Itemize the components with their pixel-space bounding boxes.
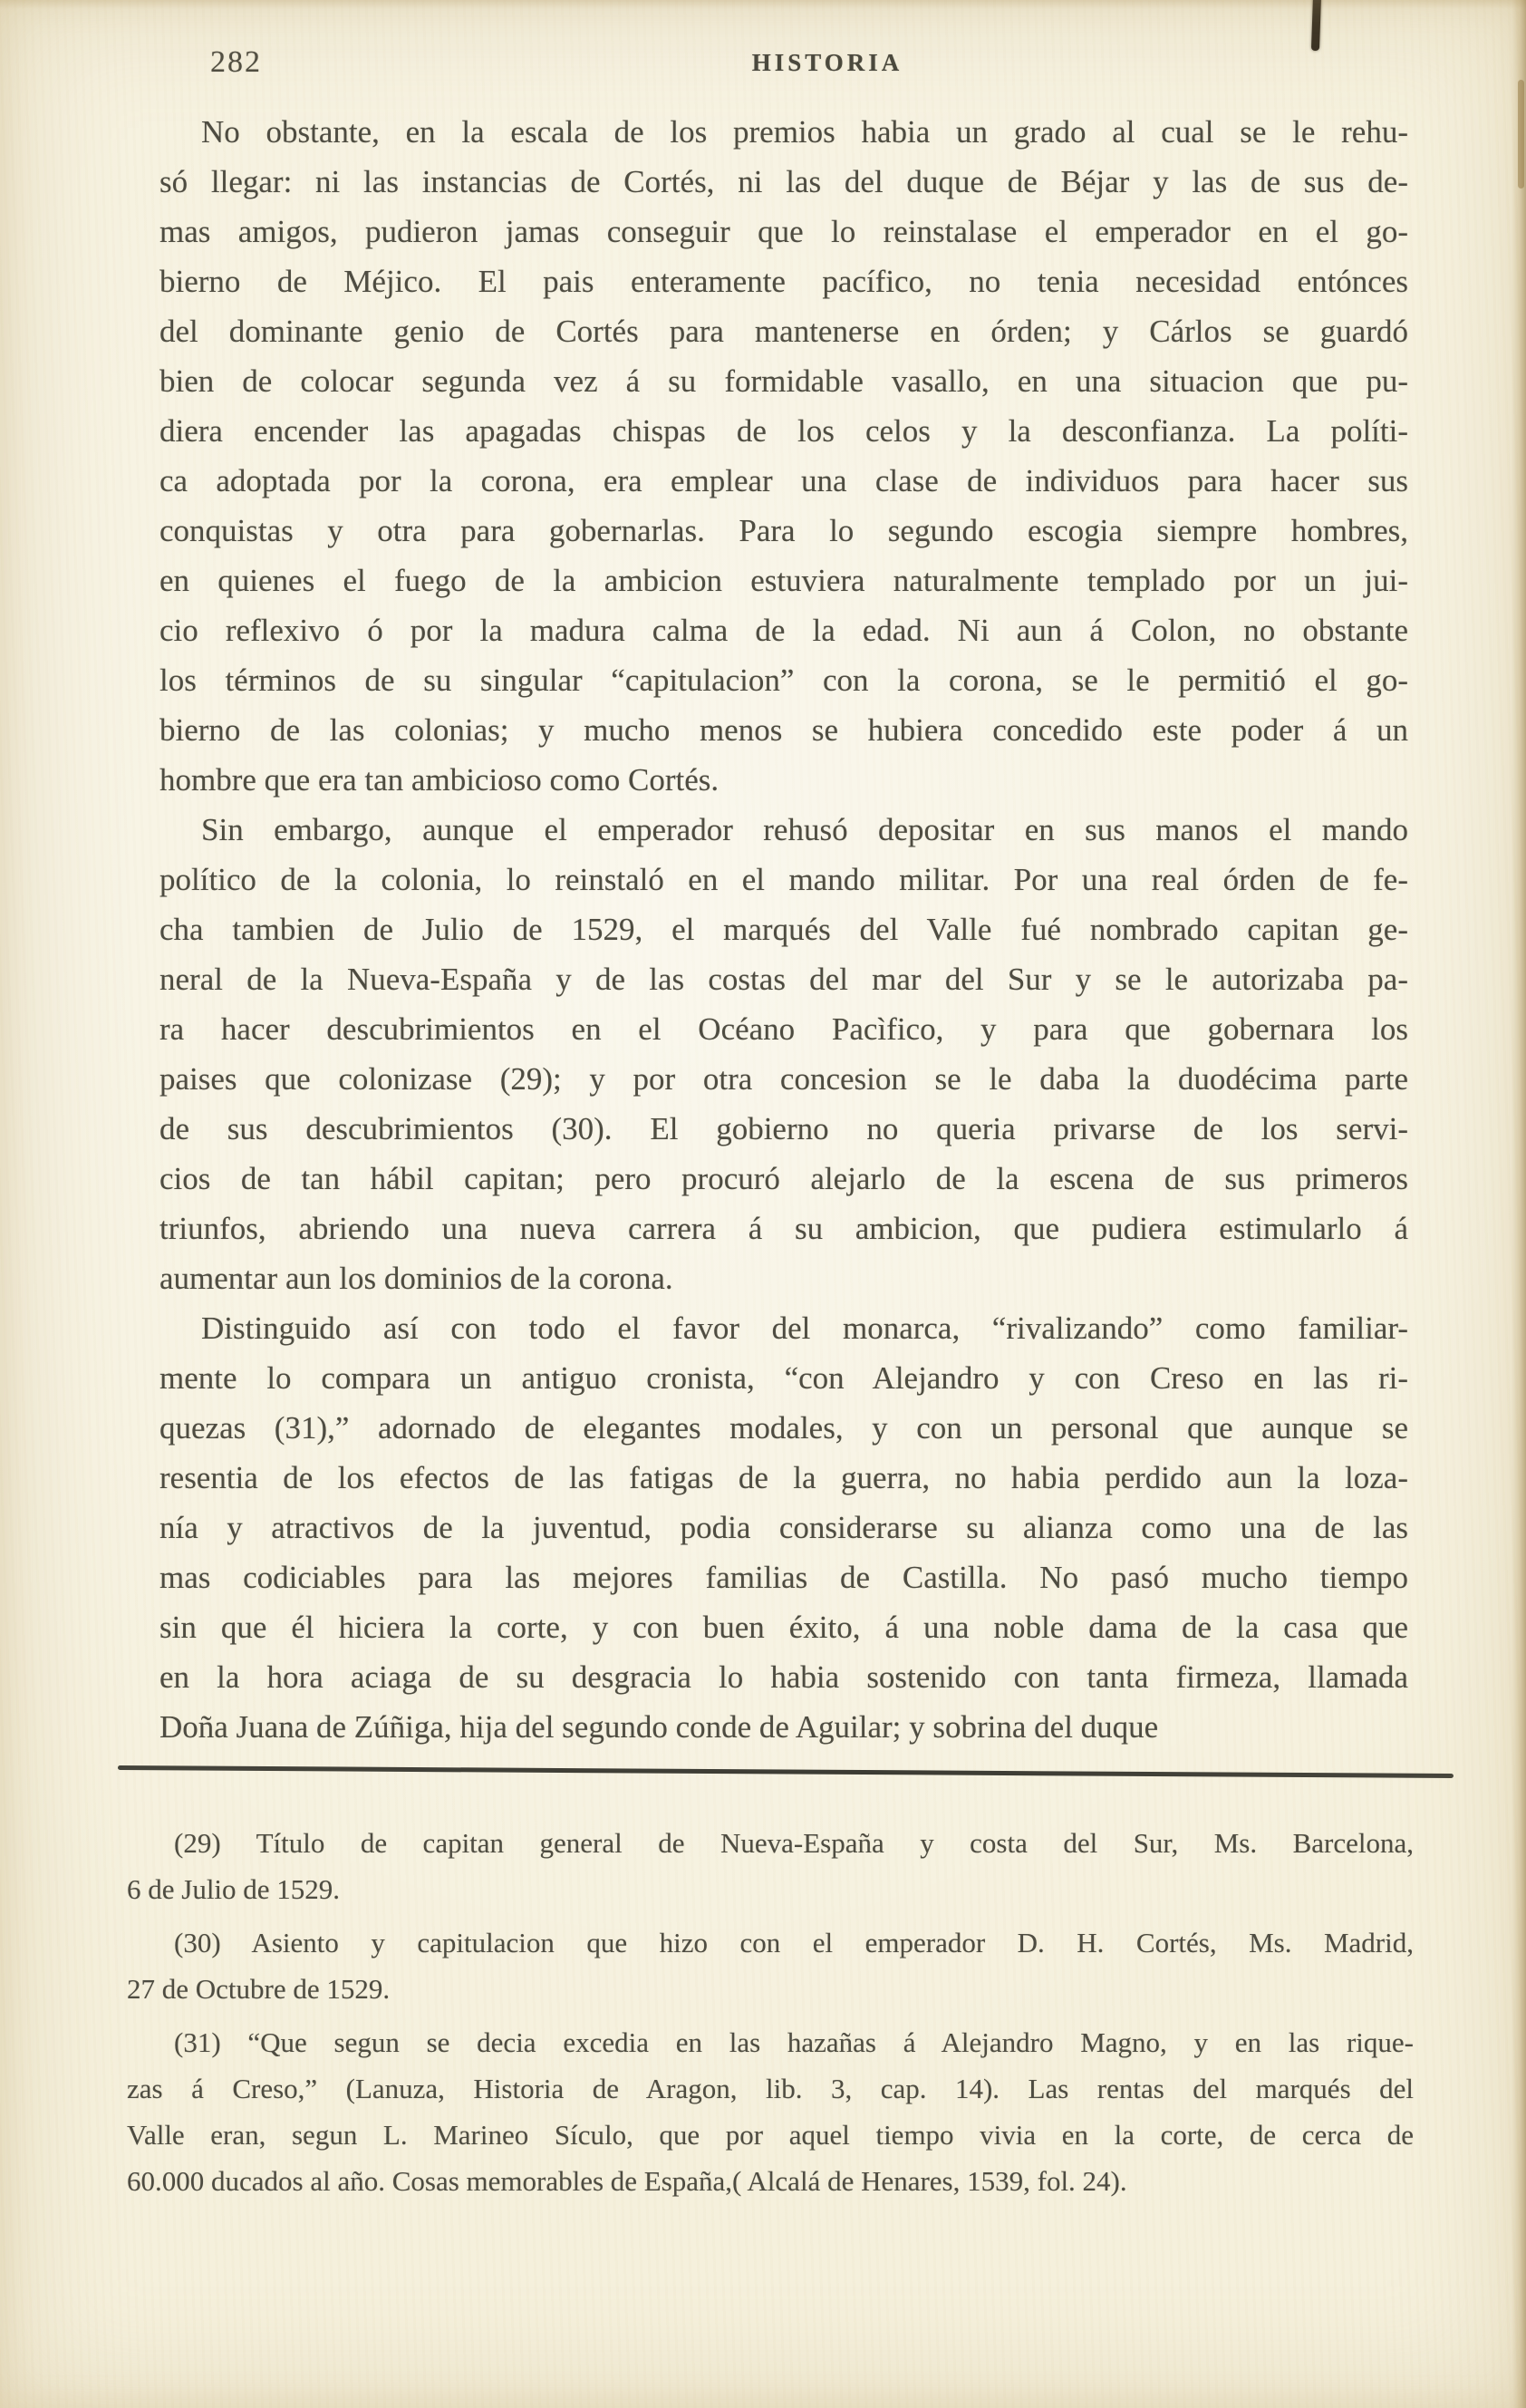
footnotes: [127, 1820, 1414, 2204]
page-right-edge-shading: [1512, 0, 1526, 2408]
text-line: aumentar aun los dominios de la corona.: [159, 1261, 673, 1296]
text-line: Distinguido así con todo el favor del monarca, “rivalizando” como familiar-: [201, 1310, 1408, 1346]
text-line: sin que él hiciera la corte, y con buen éxito, á una noble dama de la casa que: [159, 1610, 1408, 1645]
text-line: (31) “Que segun se decia excedia en las hazañas á Alejandro Magno, y en las rique-: [174, 2026, 1414, 2058]
text-line: 60.000 ducados al año. Cosas memorables de España,( Alcalá de Henares, 1539, fol. 24).: [127, 2165, 1127, 2197]
text-line: político de la colonia, lo reinstaló en el mando militar. Por una real órden de fe-: [159, 862, 1408, 897]
text-line: (30) Asiento y capitulacion que hizo con el emperador D. H. Cortés, Ms. Madrid,: [174, 1927, 1414, 1958]
paragraph: [159, 805, 1408, 1303]
text-line: bien de colocar segunda vez á su formidable vasallo, en una situacion que pu-: [159, 363, 1408, 399]
text-line: ca adoptada por la corona, era emplear una clase de individuos para hacer sus: [159, 463, 1408, 498]
text-line: Valle eran, segun L. Marineo Sículo, que por aquel tiempo vivia en la corte, de cerca de: [127, 2119, 1414, 2151]
text-line: neral de la Nueva-España y de las costas del mar del Sur y se le autorizaba pa-: [159, 962, 1408, 997]
text-line: cios de tan hábil capitan; pero procuró alejarlo de la escena de sus primeros: [159, 1161, 1408, 1196]
text-line: nía y atractivos de la juventud, podia considerarse su alianza como una de las: [159, 1510, 1408, 1545]
text-line: en quienes el fuego de la ambicion estuviera naturalmente templado por un jui-: [159, 563, 1408, 598]
footnote: [127, 1820, 1414, 1912]
text-line: (29) Título de capitan general de Nueva-España y costa del Sur, Ms. Barcelona,: [174, 1827, 1414, 1859]
text-line: diera encender las apagadas chispas de los celos y la desconfianza. La políti-: [159, 413, 1408, 449]
text-line: Sin embargo, aunque el emperador rehusó depositar en sus manos el mando: [201, 812, 1408, 847]
ink-mark: [1311, 0, 1321, 51]
paragraph: [159, 1303, 1408, 1752]
text-line: resentia de los efectos de las fatigas de la guerra, no habia perdido aun la loza-: [159, 1460, 1408, 1495]
body-text: [159, 107, 1408, 1752]
footnote: [127, 1920, 1414, 2012]
text-line: bierno de las colonias; y mucho menos se hubiera concedido este poder á un: [159, 712, 1408, 748]
text-line: só llegar: ni las instancias de Cortés, ni las del duque de Béjar y las de sus de-: [159, 164, 1408, 199]
text-line: cha tambien de Julio de 1529, el marqués del Valle fué nombrado capitan ge-: [159, 912, 1408, 947]
text-line: mas codiciables para las mejores familias de Castilla. No pasó mucho tiempo: [159, 1560, 1408, 1595]
text-line: zas á Creso,” (Lanuza, Historia de Aragon, lib. 3, cap. 14). Las rentas del marqués del: [127, 2073, 1414, 2104]
page-number: 282: [210, 45, 262, 79]
text-line: conquistas y otra para gobernarlas. Para lo segundo escogia siempre hombres,: [159, 513, 1408, 548]
text-line: Doña Juana de Zúñiga, hija del segundo conde de Aguilar; y sobrina del duque: [159, 1709, 1159, 1745]
text-line: 27 de Octubre de 1529.: [127, 1973, 391, 2005]
text-line: paises que colonizase (29); y por otra concesion se le daba la duodécima parte: [159, 1061, 1408, 1097]
text-line: ra hacer descubrimientos en el Océano Pacìfico, y para que gobernara los: [159, 1011, 1408, 1047]
text-line: quezas (31),” adornado de elegantes modales, y con un personal que aunque se: [159, 1410, 1408, 1446]
text-line: bierno de Méjico. El pais enteramente pacífico, no tenia necesidad entónces: [159, 264, 1408, 299]
running-title: HISTORIA: [751, 49, 903, 76]
text-line: los términos de su singular “capitulacion” con la corona, se le permitió el go-: [159, 662, 1408, 698]
page-edge-stain: [1518, 80, 1524, 189]
text-line: cio reflexivo ó por la madura calma de la edad. Ni aun á Colon, no obstante: [159, 613, 1408, 648]
paragraph: [159, 107, 1408, 805]
text-line: de sus descubrimientos (30). El gobierno no queria privarse de los servi-: [159, 1111, 1408, 1146]
text-line: triunfos, abriendo una nueva carrera á su ambicion, que pudiera estimularlo á: [159, 1211, 1408, 1246]
text-line: del dominante genio de Cortés para mantenerse en órden; y Cárlos se guardó: [159, 314, 1408, 349]
text-line: mas amigos, pudieron jamas conseguir que lo reinstalase el emperador en el go-: [159, 214, 1408, 249]
text-line: 6 de Julio de 1529.: [127, 1873, 341, 1905]
footnote: [127, 2019, 1414, 2204]
text-line: No obstante, en la escala de los premios habia un grado al cual se le rehu-: [201, 114, 1408, 150]
text-line: mente lo compara un antiguo cronista, “con Alejandro y con Creso en las ri-: [159, 1360, 1408, 1396]
page-top-edge-shading: [0, 0, 1526, 9]
text-line: hombre que era tan ambicioso como Cortés.: [159, 762, 720, 798]
footnote-separator: [118, 1765, 1454, 1778]
text-line: en la hora aciaga de su desgracia lo habia sostenido con tanta firmeza, llamada: [159, 1659, 1408, 1695]
